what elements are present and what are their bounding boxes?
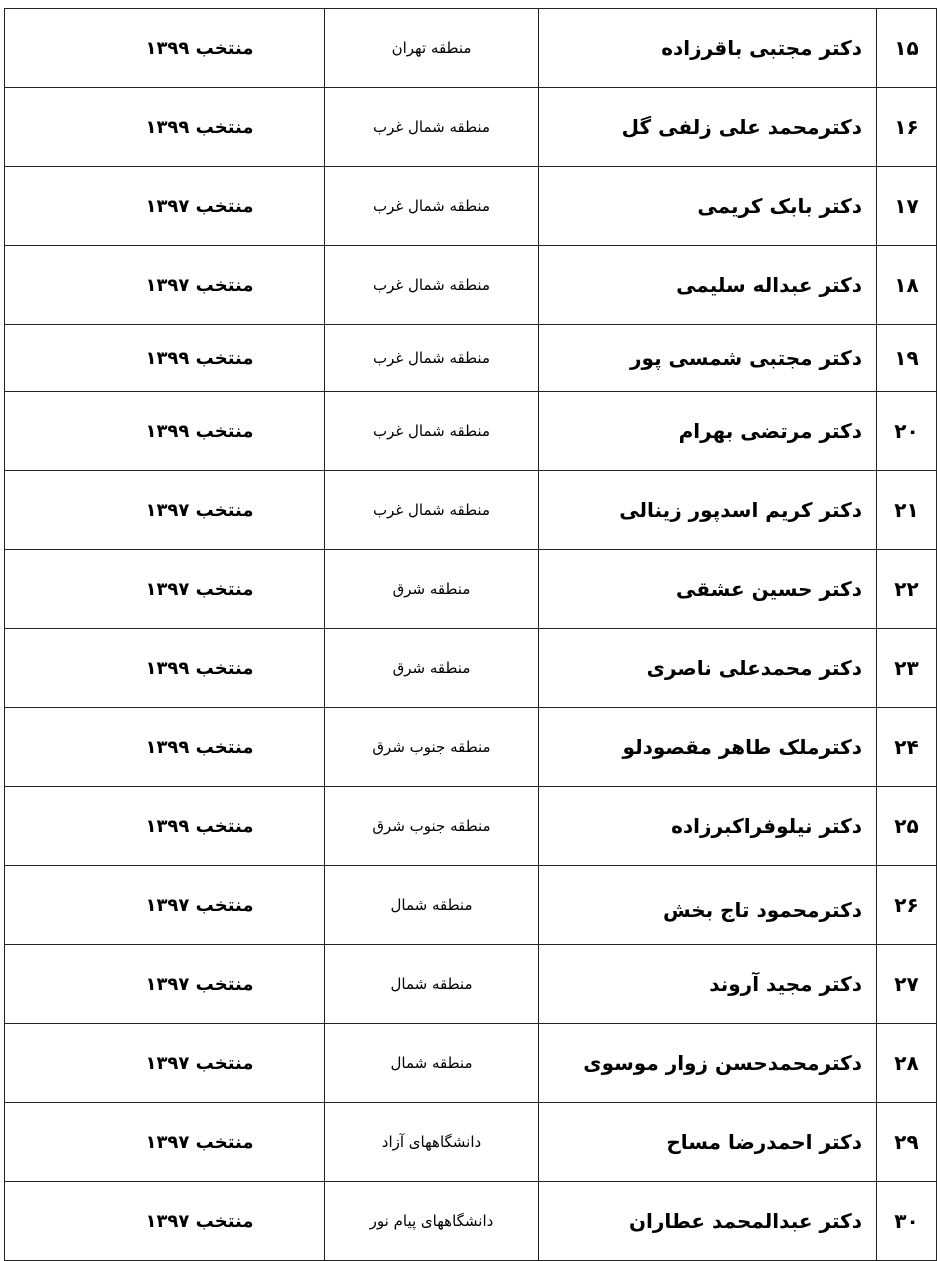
status-text: منتخب ۱۳۹۷ [145, 1052, 254, 1074]
status-text: منتخب ۱۳۹۷ [145, 195, 254, 217]
member-status [5, 550, 325, 629]
member-region: منطقه شمال [325, 866, 539, 945]
member-region: دانشگاههای آزاد [325, 1103, 539, 1182]
member-name: دکترملک طاهر مقصودلو [539, 708, 877, 787]
member-name: دکتر محمدعلی ناصری [539, 629, 877, 708]
status-text: منتخب ۱۳۹۷ [145, 1210, 254, 1232]
member-region: منطقه شمال غرب [325, 392, 539, 471]
member-name: دکتر عبداله سلیمی [539, 246, 877, 325]
row-number: ۲۰ [877, 392, 937, 471]
member-name: دکتر نیلوفراکبرزاده [539, 787, 877, 866]
status-text: منتخب ۱۳۹۷ [145, 973, 254, 995]
member-name: دکترمحمود تاج بخش [539, 866, 877, 945]
row-number: ۱۷ [877, 167, 937, 246]
member-region: منطقه شمال غرب [325, 167, 539, 246]
status-text: منتخب ۱۳۹۷ [145, 578, 254, 600]
member-name: دکتر کریم اسدپور زینالی [539, 471, 877, 550]
status-text: منتخب ۱۳۹۹ [145, 37, 254, 59]
row-number: ۲۸ [877, 1024, 937, 1103]
row-number: ۲۵ [877, 787, 937, 866]
table-row [5, 945, 937, 1024]
member-region: منطقه جنوب شرق [325, 708, 539, 787]
row-number: ۲۹ [877, 1103, 937, 1182]
table-row [5, 88, 937, 167]
status-text: منتخب ۱۳۹۷ [145, 1131, 254, 1153]
row-number: ۱۵ [877, 9, 937, 88]
table-row [5, 392, 937, 471]
status-text: منتخب ۱۳۹۹ [145, 736, 254, 758]
row-number: ۳۰ [877, 1182, 937, 1261]
member-region: منطقه تهران [325, 9, 539, 88]
status-text: منتخب ۱۳۹۷ [145, 894, 254, 916]
row-number: ۲۲ [877, 550, 937, 629]
member-region: منطقه شمال غرب [325, 471, 539, 550]
status-text: منتخب ۱۳۹۹ [145, 347, 254, 369]
member-name: دکتر حسین عشقی [539, 550, 877, 629]
member-region: منطقه شرق [325, 550, 539, 629]
table-row [5, 787, 937, 866]
row-number: ۲۴ [877, 708, 937, 787]
member-region: منطقه شمال [325, 1024, 539, 1103]
row-number: ۲۶ [877, 866, 937, 945]
member-name: دکتر مجید آروند [539, 945, 877, 1024]
status-text: منتخب ۱۳۹۹ [145, 815, 254, 837]
row-number: ۱۶ [877, 88, 937, 167]
table-row [5, 629, 937, 708]
table-row [5, 1103, 937, 1182]
member-status [5, 167, 325, 246]
row-number: ۲۱ [877, 471, 937, 550]
row-number: ۲۳ [877, 629, 937, 708]
member-region: منطقه شمال غرب [325, 246, 539, 325]
table-row [5, 1182, 937, 1261]
table-row [5, 246, 937, 325]
table-row [5, 866, 937, 945]
member-region: منطقه شمال غرب [325, 325, 539, 392]
member-status [5, 787, 325, 866]
member-status [5, 246, 325, 325]
member-region: منطقه شمال [325, 945, 539, 1024]
member-status [5, 708, 325, 787]
table-row [5, 1024, 937, 1103]
member-name: دکتر احمدرضا مساح [539, 1103, 877, 1182]
status-text: منتخب ۱۳۹۷ [145, 499, 254, 521]
member-name: دکترمحمد علی زلفی گل [539, 88, 877, 167]
member-region: منطقه جنوب شرق [325, 787, 539, 866]
member-status [5, 392, 325, 471]
member-status [5, 1182, 325, 1261]
member-name: دکتر عبدالمحمد عطاران [539, 1182, 877, 1261]
row-number: ۲۷ [877, 945, 937, 1024]
status-text: منتخب ۱۳۹۹ [145, 420, 254, 442]
table-row [5, 471, 937, 550]
member-status [5, 471, 325, 550]
member-name: دکتر مجتبی باقرزاده [539, 9, 877, 88]
member-status [5, 9, 325, 88]
member-name: دکتر بابک کریمی [539, 167, 877, 246]
member-status [5, 1103, 325, 1182]
row-number: ۱۸ [877, 246, 937, 325]
member-status [5, 88, 325, 167]
member-name: دکتر مجتبی شمسی پور [539, 325, 877, 392]
status-text: منتخب ۱۳۹۹ [145, 657, 254, 679]
table-row [5, 9, 937, 88]
member-status [5, 945, 325, 1024]
table-row [5, 550, 937, 629]
table-row [5, 708, 937, 787]
table-row [5, 167, 937, 246]
row-number: ۱۹ [877, 325, 937, 392]
member-region: منطقه شرق [325, 629, 539, 708]
member-status [5, 866, 325, 945]
table-row [5, 325, 937, 392]
status-text: منتخب ۱۳۹۷ [145, 274, 254, 296]
member-name: دکتر مرتضی بهرام [539, 392, 877, 471]
member-region: دانشگاههای پیام نور [325, 1182, 539, 1261]
member-status [5, 1024, 325, 1103]
member-name: دکترمحمدحسن زوار موسوی [539, 1024, 877, 1103]
status-text: منتخب ۱۳۹۹ [145, 116, 254, 138]
members-table [4, 8, 937, 1261]
member-status [5, 325, 325, 392]
member-status [5, 629, 325, 708]
member-region: منطقه شمال غرب [325, 88, 539, 167]
